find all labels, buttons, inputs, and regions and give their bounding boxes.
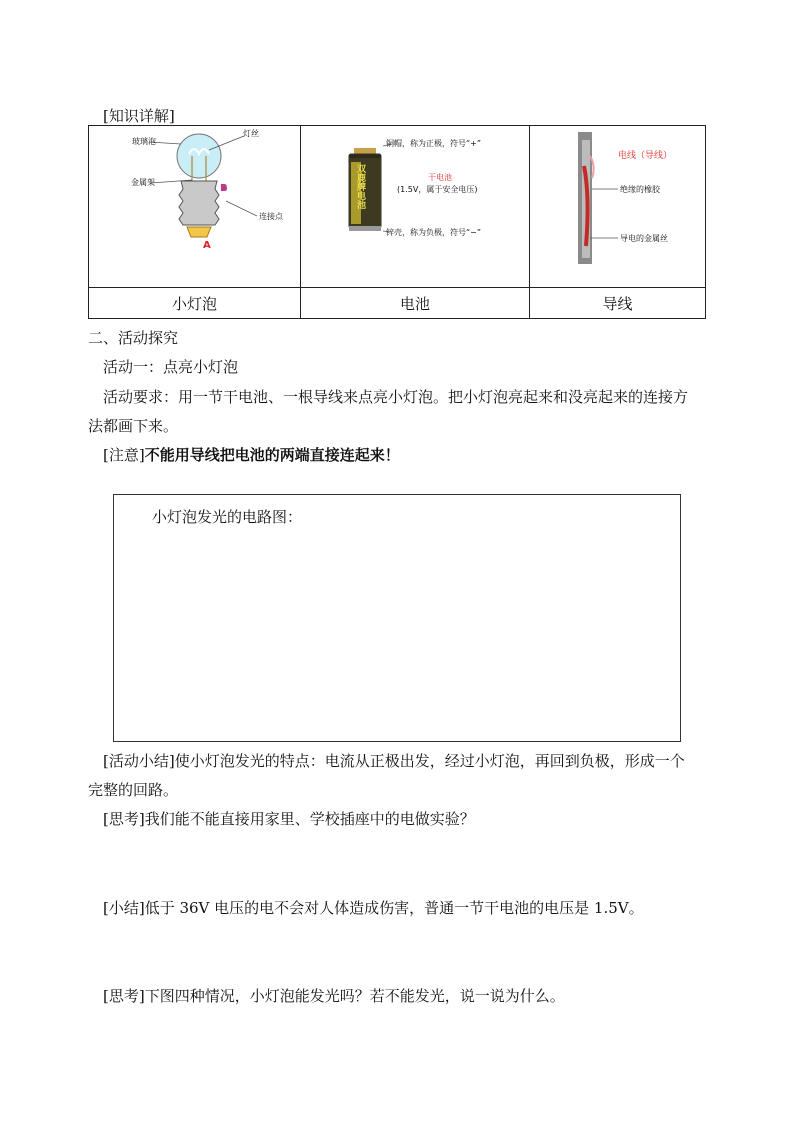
activity-summary-cont: 完整的回路。: [88, 781, 179, 799]
battery-label-positive: 铜帽，称为正极，符号“+”: [386, 139, 481, 148]
bulb-diagram: [89, 126, 299, 287]
section-label: [知识详解]: [103, 107, 175, 125]
wire-label-metal: 导电的金属丝: [620, 234, 668, 243]
bulb-label-frame: 金属架: [131, 178, 155, 187]
circuit-box-title: 小灯泡发光的电路图：: [152, 508, 303, 526]
battery-label-negative: 锌壳，称为负极，符号“−”: [386, 228, 481, 237]
wire-label-title: 电线（导线）: [618, 151, 673, 161]
battery-diagram: [301, 126, 529, 287]
battery-label-drycell: 干电池: [428, 173, 452, 182]
wire-label-rubber: 绝缘的橡胶: [620, 185, 660, 194]
think-question-2: [思考]下图四种情况，小灯泡能发光吗？若不能发光，说一说为什么。: [103, 987, 565, 1005]
battery-image-cell: [301, 126, 530, 288]
knowledge-table: [88, 125, 706, 319]
bulb-label-glass: 玻璃泡: [132, 137, 156, 146]
activity1-requirement-cont: 法都画下来。: [88, 417, 179, 435]
caption-battery: 电池: [301, 288, 530, 319]
bulb-label-filament: 灯丝: [243, 129, 259, 138]
bulb-label-connect: 连接点: [259, 212, 283, 221]
activity1-title: 活动一：点亮小灯泡: [103, 358, 239, 376]
bulb-label-b: B: [220, 183, 228, 194]
bulb-image-cell: [89, 126, 301, 288]
caption-bulb: 小灯泡: [89, 288, 301, 319]
activity-summary: [活动小结]使小灯泡发光的特点：电流从正极出发，经过小灯泡，再回到负极，形成一个: [103, 752, 685, 770]
circuit-drawing-box[interactable]: [113, 494, 681, 742]
note-warning: 不能用导线把电池的两端直接连起来！: [144, 446, 400, 464]
section2-title: 二、活动探究: [88, 329, 179, 347]
activity1-requirement: 活动要求：用一节干电池、一根导线来点亮小灯泡。把小灯泡亮起来和没亮起来的连接方: [103, 388, 689, 406]
caption-wire: 导线: [530, 288, 706, 319]
note-prefix: [注意]: [103, 446, 145, 464]
note: [103, 445, 400, 465]
battery-label-voltage: (1.5V，属于安全电压): [397, 185, 478, 194]
bulb-label-a: A: [203, 240, 211, 251]
think-question-1: [思考]我们能不能直接用家里、学校插座中的电做实验？: [103, 810, 475, 828]
battery-brand: 双鹿牌电池: [355, 164, 365, 209]
wire-image-cell: [530, 126, 706, 288]
conclusion: [小结]低于 36V 电压的电不会对人体造成伤害，普通一节干电池的电压是 1.5V。: [103, 899, 644, 917]
